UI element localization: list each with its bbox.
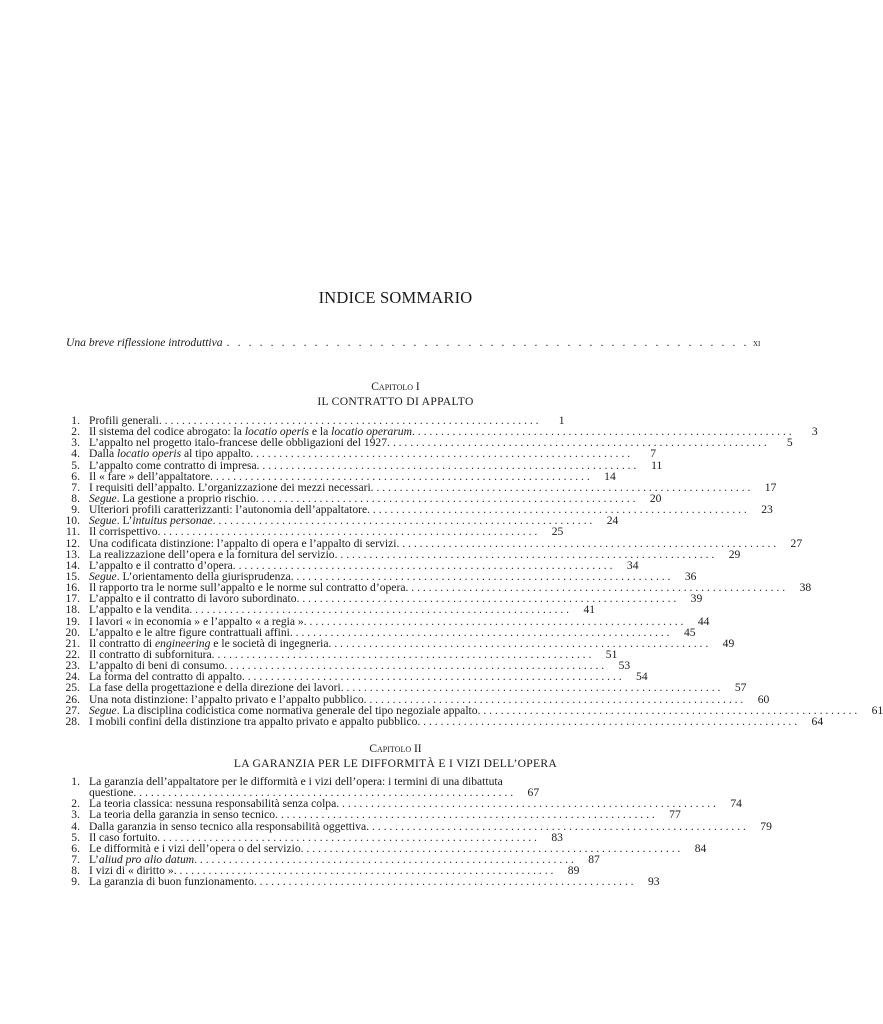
- entry-page: 38: [799, 581, 812, 595]
- entry-page: 74: [730, 797, 742, 811]
- entry-title: La teoria della garanzia in senso tecnico. . . . . . . . . . . . . . . . . . . . . . . . . . . . . . . . . . . . . . . . . . . . . . . . . . . . . . . . . . . . . . . . . .: [89, 808, 655, 822]
- entry-title: Il corrispettivo. . . . . . . . . . . . . . . . . . . . . . . . . . . . . . . . . . . . . . . . . . . . . . . . . . . . . . . . . . . . . . . . . .: [89, 525, 538, 539]
- entry-number: 27.: [65, 703, 80, 717]
- entry-page: 36: [684, 569, 697, 583]
- leader-dots: . . . . . . . . . . . . . . . . . . . . . . . . . . . . . . . . . . . . . . . . . . . . . . . .: [226, 336, 749, 349]
- entry-title: L’appalto come contratto di impresa. . . . . . . . . . . . . . . . . . . . . . . . . . . . . . . . . . . . . . . . . . . . . . . . . . . . . . . . . . . . . . . . . .: [89, 458, 637, 472]
- entry-number: 5.: [71, 458, 80, 472]
- entry-title: L’aliud pro alio datum. . . . . . . . . . . . . . . . . . . . . . . . . . . . . . . . . . . . . . . . . . . . . . . . . . . . . . . . . . . . . . . . . .: [89, 853, 574, 867]
- entry-text-part: L’appalto e il contratto d’opera.: [89, 558, 236, 572]
- entry-title: La forma del contratto di appalto. . . . . . . . . . . . . . . . . . . . . . . . . . . . . . . . . . . . . . . . . . . . . . . . . . . . . . . . . . . . . . . . . .: [89, 670, 622, 684]
- entry-page: 77: [669, 808, 681, 822]
- chapter-label: Capitolo II: [369, 743, 422, 755]
- entry-text-part: Una nota distinzione: l’appalto privato e l’appalto pubblico.: [89, 692, 367, 706]
- entry-number: 23.: [65, 659, 80, 673]
- entry-number: 13.: [65, 547, 80, 561]
- entry-text-part: Il rapporto tra le norme sull’appalto e le norme sul contratto d’opera.: [89, 581, 409, 595]
- entry-title: Il rapporto tra le norme sull’appalto e le norme sul contratto d’opera. . . . . . . . . . . . . . . . . . . . . . . . . . . . . . . . . . . . . . . . . . . . . . . . . . . . . . . . . . . . . . . . . .: [89, 581, 786, 595]
- entry-title: La teoria classica: nessuna responsabilità senza colpa. . . . . . . . . . . . . . . . . . . . . . . . . . . . . . . . . . . . . . . . . . . . . . . . . . . . . . . . . . . . . . . . . .: [89, 797, 716, 811]
- entry-text-part: La forma del contratto di appalto.: [89, 670, 245, 684]
- entry-number: 7.: [71, 480, 80, 494]
- entry-title: Segue. L’orientamento della giurisprudenza. . . . . . . . . . . . . . . . . . . . . . . . . . . . . . . . . . . . . . . . . . . . . . . . . . . . . . . . . . . . . . . . . .: [89, 569, 671, 583]
- entry-text-part: La teoria classica: nessuna responsabilità senza colpa.: [89, 797, 340, 811]
- entry-number: 18.: [65, 603, 80, 617]
- entry-text-part: L’appalto nel progetto italo-francese delle obbligazioni del 1927.: [89, 436, 390, 450]
- intro-entry: [66, 336, 761, 352]
- entry-page: 57: [734, 681, 747, 695]
- entry-text-part: e la: [308, 425, 332, 439]
- italic-text: locatio operarum: [331, 425, 412, 439]
- entry-number: 8.: [71, 491, 80, 505]
- entry-page: 87: [588, 853, 600, 867]
- entry-number: 16.: [65, 581, 80, 595]
- italic-text: locatio operis: [244, 425, 309, 439]
- entry-page: 54: [636, 670, 648, 684]
- entry-text-part: Il caso fortuito.: [89, 830, 161, 844]
- entry-page: 24: [606, 514, 619, 528]
- entry-number: 9.: [71, 503, 80, 517]
- entry-title: I mobili confini della distinzione tra appalto privato e appalto pubblico. . . . . . . . . . . . . . . . . . . . . . . . . . . . . . . . . . . . . . . . . . . . . . . . . . . . . . . . . . . . . . . . . .: [89, 714, 798, 728]
- entry-text-part: Ulteriori profili caratterizzanti: l’autonomia dell’appaltatore.: [89, 503, 371, 517]
- entry-body: [89, 776, 539, 798]
- entry-page: 53: [618, 659, 631, 673]
- entry-number: 3.: [71, 436, 80, 450]
- entry-text-part: Il contratto di subfornitura.: [89, 647, 215, 661]
- italic-text: Segue: [89, 569, 117, 583]
- entry-page: 60: [757, 692, 770, 706]
- entry-page: 61: [871, 703, 883, 717]
- entry-number: 1.: [71, 414, 80, 427]
- entry-title: Il sistema del codice abrogato: la locatio operis e la locatio operarum. . . . . . . . . . . . . . . . . . . . . . . . . . . . . . . . . . . . . . . . . . . . . . . . . . . . . . . . . . . . . . . . . .: [89, 425, 792, 439]
- entry-text-part: Le difformità e i vizi dell’opera o del servizio.: [89, 841, 304, 855]
- entry-title: Il contratto di subfornitura. . . . . . . . . . . . . . . . . . . . . . . . . . . . . . . . . . . . . . . . . . . . . . . . . . . . . . . . . . . . . . . . . .: [89, 647, 592, 661]
- entry-number: 6.: [71, 469, 80, 483]
- entry-number: 25.: [65, 681, 80, 695]
- entry-title: Il caso fortuito. . . . . . . . . . . . . . . . . . . . . . . . . . . . . . . . . . . . . . . . . . . . . . . . . . . . . . . . . . . . . . . . . .: [89, 830, 537, 844]
- entry-title: L’appalto e il contratto d’opera. . . . . . . . . . . . . . . . . . . . . . . . . . . . . . . . . . . . . . . . . . . . . . . . . . . . . . . . . . . . . . . . . .: [89, 558, 613, 572]
- entry-title: La fase della progettazione e della direzione dei lavori. . . . . . . . . . . . . . . . . . . . . . . . . . . . . . . . . . . . . . . . . . . . . . . . . . . . . . . . . . . . . . . . . .: [89, 681, 721, 695]
- entry-title: La garanzia di buon funzionamento. . . . . . . . . . . . . . . . . . . . . . . . . . . . . . . . . . . . . . . . . . . . . . . . . . . . . . . . . . . . . . . . . .: [89, 875, 634, 889]
- entry-page: 20: [649, 491, 662, 505]
- entry-title-line: La garanzia dell’appaltatore per le difformità e i vizi dell’opera: i termini di una dibattuta: [89, 775, 503, 788]
- italic-text: engineering: [155, 636, 211, 650]
- entry-number: 8.: [71, 864, 80, 878]
- entry-title: L’appalto e le altre figure contrattuali affini. . . . . . . . . . . . . . . . . . . . . . . . . . . . . . . . . . . . . . . . . . . . . . . . . . . . . . . . . . . . . . . . . .: [89, 625, 670, 639]
- entry-number: 12.: [65, 536, 80, 550]
- entry-text-part: I vizi di « diritto ».: [89, 864, 177, 878]
- entry-page: 67: [527, 786, 540, 800]
- entry-number: 7.: [71, 853, 80, 867]
- toc-entry: [62, 714, 824, 728]
- entry-text-part: . L’orientamento della giurisprudenza.: [116, 569, 294, 583]
- entry-page: 25: [551, 525, 564, 539]
- entry-text-part: Il corrispettivo.: [89, 525, 161, 539]
- entry-page: 7: [650, 447, 657, 461]
- intro-page: xi: [752, 338, 761, 349]
- entry-title: Il contratto di engineering e le società di ingegneria. . . . . . . . . . . . . . . . . . . . . . . . . . . . . . . . . . . . . . . . . . . . . . . . . . . . . . . . . . . . . . . . . .: [89, 636, 709, 650]
- entry-number: 6.: [71, 841, 80, 855]
- entry-page: 89: [567, 864, 580, 878]
- entry-number: 11.: [65, 525, 80, 539]
- entry-page: 41: [583, 603, 596, 617]
- entry-page: 45: [683, 625, 696, 639]
- entry-page: 14: [604, 469, 616, 483]
- entry-page: 64: [811, 714, 824, 728]
- entry-number: 26.: [65, 692, 80, 706]
- entry-text-part: .: [212, 514, 216, 528]
- entry-page: 1: [558, 414, 565, 427]
- entry-text-part: questione.: [89, 786, 137, 800]
- intro-title: Una breve riflessione introduttiva: [66, 336, 223, 349]
- entry-number: 20.: [65, 625, 80, 639]
- entry-title: L’appalto nel progetto italo-francese delle obbligazioni del 1927. . . . . . . . . . . . . . . . . . . . . . . . . . . . . . . . . . . . . . . . . . . . . . . . . . . . . . . . . . . . . . . . . .: [89, 436, 767, 450]
- entry-number: 9.: [71, 875, 80, 889]
- entry-text-part: Il sistema del codice abrogato: la: [89, 425, 245, 439]
- toc-entry: [62, 775, 540, 800]
- entry-page: 44: [697, 614, 710, 628]
- entry-text-part: L’appalto come contratto di impresa.: [89, 458, 260, 472]
- entry-page: 27: [790, 536, 803, 550]
- entry-number: 22.: [65, 647, 80, 661]
- entry-text-part: . La disciplina codicistica come normativa generale del tipo negoziale appalto.: [116, 703, 481, 717]
- entry-title: Segue. La disciplina codicistica come normativa generale del tipo negoziale appalto. . . . . . . . . . . . . . . . . . . . . . . . . . . . . . . . . . . . . . . . . . . . . . . . . . . . . . . . . . . . . . . . . .: [89, 703, 858, 717]
- entry-number: 14.: [65, 558, 80, 572]
- entry-page: 93: [647, 875, 660, 889]
- entry-text-part: .: [411, 425, 415, 439]
- chapter-heading-2: [0, 742, 791, 771]
- entry-text-part: Il contratto di: [89, 636, 156, 650]
- entry-text-part: L’appalto e il contratto di lavoro subordinato.: [89, 592, 300, 606]
- entry-number: 24.: [65, 670, 80, 684]
- entry-number: 21.: [65, 636, 80, 650]
- toc-entry: [62, 875, 660, 889]
- chapter-title: IL CONTRATTO DI APPALTO: [317, 395, 474, 408]
- entry-title: Una codificata distinzione: l’appalto di opera e l’appalto di servizi. . . . . . . . . . . . . . . . . . . . . . . . . . . . . . . . . . . . . . . . . . . . . . . . . . . . . . . . . . . . . . . . . .: [89, 536, 777, 550]
- entry-page: 79: [760, 819, 772, 833]
- entry-text-part: I requisiti dell’appalto. L’organizzazione dei mezzi necessari.: [89, 480, 374, 494]
- entry-page: 34: [626, 558, 639, 572]
- entry-number: 17.: [65, 592, 80, 606]
- entry-number: 10.: [65, 514, 80, 528]
- entry-number: 28.: [65, 714, 80, 728]
- entry-text-part: e le società di ingegneria.: [210, 636, 332, 650]
- toc-list-chapter-1: [62, 414, 883, 728]
- entry-number: 2.: [71, 425, 80, 439]
- entry-title: Una nota distinzione: l’appalto privato e l’appalto pubblico. . . . . . . . . . . . . . . . . . . . . . . . . . . . . . . . . . . . . . . . . . . . . . . . . . . . . . . . . . . . . . . . . .: [89, 692, 744, 706]
- entry-text-part: Dalla garanzia in senso tecnico alla responsabilità oggettiva.: [89, 819, 370, 833]
- italic-text: aliud pro alio datum: [98, 853, 195, 867]
- entry-number: 4.: [71, 447, 80, 461]
- entry-text-part: L’: [89, 853, 99, 867]
- entry-text-part: I lavori « in economia » e l’appalto « a regia ».: [89, 614, 307, 628]
- italic-text: Segue: [89, 703, 117, 717]
- entry-number: 15.: [65, 569, 80, 583]
- entry-text-part: Una codificata distinzione: l’appalto di opera e l’appalto di servizi.: [89, 536, 400, 550]
- entry-text-part: La garanzia di buon funzionamento.: [89, 875, 257, 889]
- entry-number: 19.: [65, 614, 80, 628]
- entry-text-part: Il « fare » dell’appaltatore.: [89, 469, 213, 483]
- entry-text-part: . La gestione a proprio rischio.: [116, 491, 259, 505]
- entry-number: 2.: [71, 797, 80, 811]
- entry-text-part: .: [194, 853, 198, 867]
- entry-page: 17: [764, 480, 777, 494]
- entry-page: 29: [728, 547, 741, 561]
- entry-page: 11: [651, 458, 663, 472]
- entry-page: 84: [694, 841, 707, 855]
- entry-title: Ulteriori profili caratterizzanti: l’autonomia dell’appaltatore. . . . . . . . . . . . . . . . . . . . . . . . . . . . . . . . . . . . . . . . . . . . . . . . . . . . . . . . . . . . . . . . . .: [89, 503, 747, 517]
- entry-text-part: La teoria della garanzia in senso tecnico.: [89, 808, 278, 822]
- entry-text-part: . L’: [116, 514, 133, 528]
- entry-title: Le difformità e i vizi dell’opera o del servizio. . . . . . . . . . . . . . . . . . . . . . . . . . . . . . . . . . . . . . . . . . . . . . . . . . . . . . . . . . . . . . . . . .: [89, 841, 681, 855]
- entry-title: I requisiti dell’appalto. L’organizzazione dei mezzi necessari. . . . . . . . . . . . . . . . . . . . . . . . . . . . . . . . . . . . . . . . . . . . . . . . . . . . . . . . . . . . . . . . . .: [89, 480, 751, 494]
- entry-text-part: L’appalto e le altre figure contrattuali affini.: [89, 625, 293, 639]
- entry-number: 4.: [71, 819, 80, 833]
- entry-text-part: La fase della progettazione e della direzione dei lavori.: [89, 681, 344, 695]
- entry-number: 5.: [71, 830, 80, 844]
- entry-title: La realizzazione dell’opera e la fornitura del servizio. . . . . . . . . . . . . . . . . . . . . . . . . . . . . . . . . . . . . . . . . . . . . . . . . . . . . . . . . . . . . . . . . .: [89, 547, 715, 561]
- italic-text: Segue: [89, 514, 117, 528]
- page-title: INDICE SOMMARIO: [318, 288, 473, 307]
- chapter-title: LA GARANZIA PER LE DIFFORMITÀ E I VIZI DELL’OPERA: [233, 757, 558, 770]
- entry-page: 39: [690, 592, 703, 606]
- entry-text-part: al tipo appalto.: [181, 447, 254, 461]
- entry-title: Dalla locatio operis al tipo appalto. . . . . . . . . . . . . . . . . . . . . . . . . . . . . . . . . . . . . . . . . . . . . . . . . . . . . . . . . . . . . . . . . .: [89, 447, 631, 461]
- entry-title: L’appalto e la vendita. . . . . . . . . . . . . . . . . . . . . . . . . . . . . . . . . . . . . . . . . . . . . . . . . . . . . . . . . . . . . . . . . .: [89, 603, 570, 617]
- entry-title: questione. . . . . . . . . . . . . . . . . . . . . . . . . . . . . . . . . . . . . . . . . . . . . . . . . . . . . . . . . . . . . . . . . .: [89, 786, 514, 800]
- entry-text-part: Profili generali.: [89, 414, 162, 427]
- entry-title: I vizi di « diritto ». . . . . . . . . . . . . . . . . . . . . . . . . . . . . . . . . . . . . . . . . . . . . . . . . . . . . . . . . . . . . . . . . .: [89, 864, 554, 878]
- entry-text-part: Dalla: [89, 447, 118, 461]
- entry-page: 83: [551, 830, 563, 844]
- chapter-heading-1: [0, 380, 791, 409]
- entry-title: L’appalto e il contratto di lavoro subordinato. . . . . . . . . . . . . . . . . . . . . . . . . . . . . . . . . . . . . . . . . . . . . . . . . . . . . . . . . . . . . . . . . .: [89, 592, 677, 606]
- entry-title: Segue. La gestione a proprio rischio. . . . . . . . . . . . . . . . . . . . . . . . . . . . . . . . . . . . . . . . . . . . . . . . . . . . . . . . . . . . . . . . . .: [89, 491, 636, 505]
- entry-title: Dalla garanzia in senso tecnico alla responsabilità oggettiva. . . . . . . . . . . . . . . . . . . . . . . . . . . . . . . . . . . . . . . . . . . . . . . . . . . . . . . . . . . . . . . . . .: [89, 819, 746, 833]
- entry-title: Segue. L’intuitus personae. . . . . . . . . . . . . . . . . . . . . . . . . . . . . . . . . . . . . . . . . . . . . . . . . . . . . . . . . . . . . . . . . .: [89, 514, 593, 528]
- entry-text-part: La realizzazione dell’opera e la fornitura del servizio.: [89, 547, 338, 561]
- entry-text-part: L’appalto di beni di consumo.: [89, 659, 228, 673]
- italic-text: Segue: [89, 491, 117, 505]
- entry-number: 1.: [71, 775, 80, 788]
- entry-page: 5: [786, 436, 793, 450]
- entry-text-part: L’appalto e la vendita.: [89, 603, 193, 617]
- entry-title: L’appalto di beni di consumo. . . . . . . . . . . . . . . . . . . . . . . . . . . . . . . . . . . . . . . . . . . . . . . . . . . . . . . . . . . . . . . . . .: [89, 659, 605, 673]
- entry-page: 49: [722, 636, 735, 650]
- entry-page: 3: [811, 425, 818, 439]
- entry-text-part: I mobili confini della distinzione tra appalto privato e appalto pubblico.: [89, 714, 421, 728]
- toc-list-chapter-2: [62, 775, 772, 889]
- entry-title: Il « fare » dell’appaltatore. . . . . . . . . . . . . . . . . . . . . . . . . . . . . . . . . . . . . . . . . . . . . . . . . . . . . . . . . . . . . . . . . .: [89, 469, 590, 483]
- entry-title: I lavori « in economia » e l’appalto « a regia ». . . . . . . . . . . . . . . . . . . . . . . . . . . . . . . . . . . . . . . . . . . . . . . . . . . . . . . . . . . . . . . . . .: [89, 614, 684, 628]
- entry-title: Profili generali. . . . . . . . . . . . . . . . . . . . . . . . . . . . . . . . . . . . . . . . . . . . . . . . . . . . . . . . . . . . . . . . . .: [89, 414, 539, 427]
- italic-text: locatio operis: [117, 447, 182, 461]
- entry-number: 3.: [71, 808, 80, 822]
- entry-page: 51: [605, 647, 618, 661]
- entry-page: 23: [761, 503, 773, 517]
- chapter-label: Capitolo I: [371, 381, 420, 393]
- italic-text: intuitus personae: [132, 514, 213, 528]
